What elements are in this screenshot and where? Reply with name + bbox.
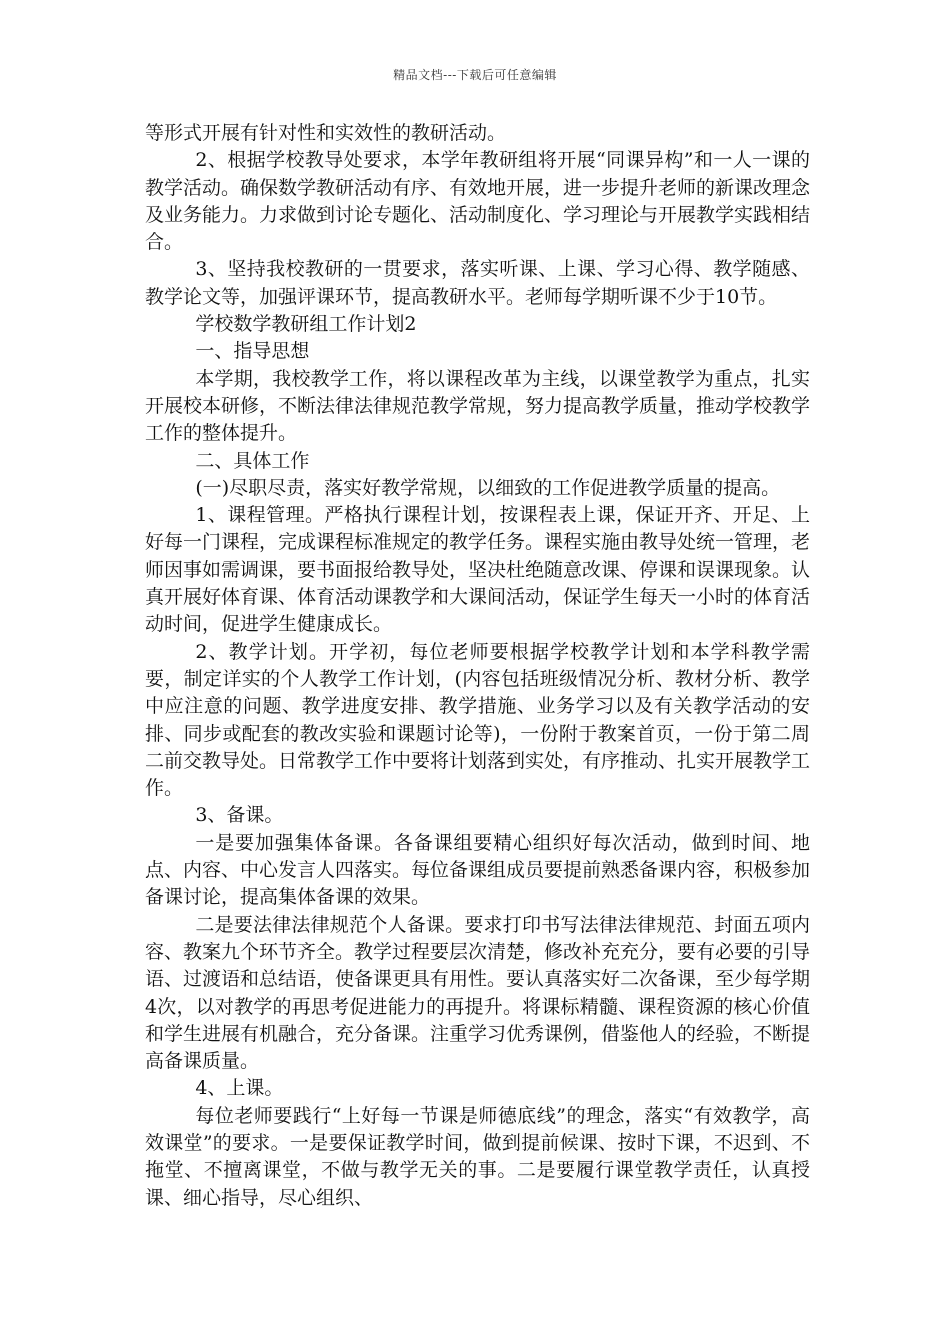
paragraph: 1、课程管理。严格执行课程计划，按课程表上课，保证开齐、开足、上好每一门课程，完成课程标准规定的教学任务。课程实施由教导处统一管理，老师因事如需调课，要书面报给教导处，坚决杜绝随意改课、停课和误课现象。认真开展好体育课、体育活动课教学和大课间活动，保证学生每天一小时的体育活动时间，促进学生健康成长。 (145, 504, 811, 636)
paragraph: 2、根据学校教导处要求，本学年教研组将开展“同课异构”和一人一课的教学活动。确保数学教研活动有序、有效地开展，进一步提升老师的新课改理念及业务能力。力求做到讨论专题化、活动制度化、学习理论与开展教学实践相结合。 (145, 149, 811, 254)
paragraph: (一)尽职尽责，落实好教学常规，以细致的工作促进教学质量的提高。 (195, 476, 781, 499)
paragraph: 3、坚持我校教研的一贯要求，落实听课、上课、学习心得、教学随感、教学论文等，加强评课环节，提高教研水平。老师每学期听课不少于10节。 (145, 258, 810, 308)
section-heading: 一、指导思想 (195, 340, 310, 363)
section-heading: 3、备课。 (195, 804, 284, 827)
paragraph: 2、教学计划。开学初，每位老师要根据学校教学计划和本学科教学需要，制定详实的个人教学工作计划，(内容包括班级情况分析、教材分析、教学中应注意的问题、教学进度安排、教学措施、业务学习以及有关教学活动的安排、同步或配套的教改实验和课题讨论等)，一份附于教案首页，一份于第二周二前交教导处。日常教学工作中要将计划落到实处，有序推动、扎实开展教学工作。 (145, 640, 811, 800)
section-title: 学校数学教研组工作计划2 (195, 313, 417, 336)
document-body (145, 120, 810, 1212)
section-heading: 4、上课。 (195, 1077, 284, 1100)
paragraph: 等形式开展有针对性和实效性的教研活动。 (145, 122, 507, 144)
paragraph: 二是要法律法律规范个人备课。要求打印书写法律法律规范、封面五项内容、教案九个环节齐全。教学过程要层次清楚，修改补充充分，要有必要的引导语、过渡语和总结语，使备课更具有用性。要认真落实好二次备课，至少每学期4次，以对教学的再思考促进能力的再提升。将课标精髓、课程资源的核心价值和学生进展有机融合，充分备课。注重学习优秀课例，借鉴他人的经验，不断提高备课质量。 (145, 913, 811, 1073)
paragraph: 每位老师要践行“上好每一节课是师德底线”的理念，落实“有效教学，高效课堂”的要求。一是要保证教学时间，做到提前候课、按时下课，不迟到、不拖堂、不擅离课堂，不做与教学无关的事。二是要履行课堂教学责任，认真授课、细心指导，尽心组织、 (145, 1104, 810, 1209)
paragraph: 本学期，我校教学工作，将以课程改革为主线，以课堂教学为重点，扎实开展校本研修，不断法律法律规范教学常规，努力提高教学质量，推动学校教学工作的整体提升。 (145, 367, 811, 445)
paragraph: 一是要加强集体备课。各备课组要精心组织好每次活动，做到时间、地点、内容、中心发言人四落实。每位备课组成员要提前熟悉备课内容，积极参加备课讨论，提高集体备课的效果。 (145, 831, 811, 909)
page-header: 精品文档---下载后可任意编辑 (393, 68, 557, 82)
section-heading: 二、具体工作 (195, 449, 310, 472)
